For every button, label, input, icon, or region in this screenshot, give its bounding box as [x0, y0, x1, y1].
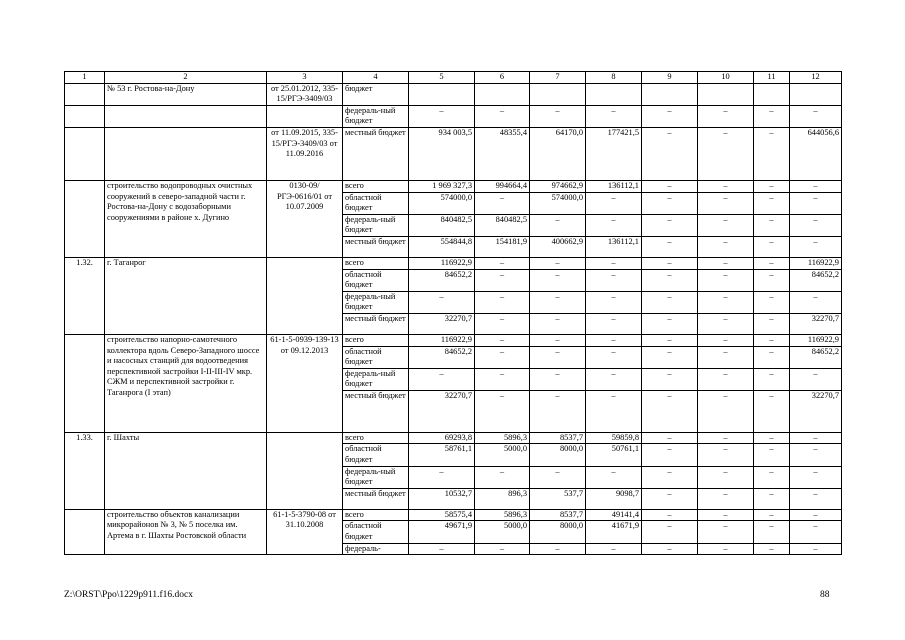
- value-col-12: –: [790, 180, 842, 192]
- value-col-11: –: [754, 257, 790, 269]
- value-col-12: 84652,2: [790, 346, 842, 368]
- object-name: г. Таганрог: [105, 257, 267, 334]
- value-col-6: 48355,4: [475, 127, 530, 180]
- value-col-8: –: [586, 390, 642, 432]
- funding-source: областной бюджет: [343, 346, 409, 368]
- value-col-8: –: [586, 543, 642, 555]
- column-header-1: 1: [65, 72, 105, 84]
- value-col-9: –: [642, 509, 698, 521]
- value-col-9: –: [642, 466, 698, 488]
- value-col-10: –: [698, 214, 754, 236]
- document-ref: от 11.09.2015, 335-15/РГЭ-3409/03 от 11.09.2016: [267, 127, 343, 180]
- budget-table: [64, 71, 842, 555]
- value-col-11: –: [754, 390, 790, 432]
- value-col-10: –: [698, 521, 754, 543]
- value-col-10: –: [698, 543, 754, 555]
- value-col-7: –: [530, 214, 586, 236]
- value-col-11: –: [754, 466, 790, 488]
- document-ref: 61-1-5-3790-08 от 31.10.2008: [267, 509, 343, 554]
- value-col-11: –: [754, 432, 790, 444]
- value-col-8: –: [586, 214, 642, 236]
- value-col-5: 1 969 327,3: [409, 180, 475, 192]
- value-col-11: –: [754, 521, 790, 543]
- object-name: № 53 г. Ростова-на-Дону: [105, 83, 267, 105]
- funding-source: областной бюджет: [343, 269, 409, 291]
- value-col-12: 116922,9: [790, 257, 842, 269]
- table-row: [65, 127, 842, 180]
- value-col-5: 58575,4: [409, 509, 475, 521]
- value-col-12: –: [790, 488, 842, 509]
- value-col-10: –: [698, 180, 754, 192]
- funding-source: всего: [343, 334, 409, 346]
- value-col-8: 50761,1: [586, 444, 642, 466]
- value-col-7: 8537,7: [530, 509, 586, 521]
- value-col-6: 994664,4: [475, 180, 530, 192]
- value-col-8: –: [586, 466, 642, 488]
- value-col-8: 59859,8: [586, 432, 642, 444]
- value-col-10: –: [698, 488, 754, 509]
- document-ref: от 25.01.2012, 335-15/РГЭ-3409/03: [267, 83, 343, 105]
- table-row: [65, 257, 842, 269]
- value-col-7: –: [530, 269, 586, 291]
- value-col-12: –: [790, 543, 842, 555]
- value-col-6: 5000,0: [475, 521, 530, 543]
- value-col-9: –: [642, 543, 698, 555]
- value-col-10: –: [698, 444, 754, 466]
- value-col-12: –: [790, 368, 842, 390]
- table-row: [65, 334, 842, 346]
- value-col-10: –: [698, 390, 754, 432]
- value-col-5: 934 003,5: [409, 127, 475, 180]
- funding-source: всего: [343, 180, 409, 192]
- value-col-6: 5896,3: [475, 509, 530, 521]
- row-number: [65, 334, 105, 432]
- value-col-9: –: [642, 346, 698, 368]
- value-col-8: –: [586, 368, 642, 390]
- value-col-7: –: [530, 334, 586, 346]
- document-ref: 0130-09/РГЭ-0616/01 от 10.07.2009: [267, 180, 343, 257]
- value-col-7: –: [530, 543, 586, 555]
- value-col-10: –: [698, 368, 754, 390]
- value-col-10: –: [698, 466, 754, 488]
- row-number: 1.33.: [65, 432, 105, 509]
- value-col-7: –: [530, 291, 586, 313]
- value-col-5: 840482,5: [409, 214, 475, 236]
- value-col-10: –: [698, 105, 754, 127]
- value-col-6: –: [475, 368, 530, 390]
- value-col-10: –: [698, 192, 754, 214]
- value-col-10: [698, 83, 754, 105]
- value-col-9: –: [642, 192, 698, 214]
- value-col-5: 32270,7: [409, 390, 475, 432]
- value-col-11: –: [754, 543, 790, 555]
- value-col-7: –: [530, 368, 586, 390]
- value-col-5: 10532,7: [409, 488, 475, 509]
- value-col-7: 8000,0: [530, 521, 586, 543]
- value-col-7: 574000,0: [530, 192, 586, 214]
- value-col-12: –: [790, 192, 842, 214]
- value-col-7: 974662,9: [530, 180, 586, 192]
- value-col-9: –: [642, 521, 698, 543]
- column-header-8: 8: [586, 72, 642, 84]
- value-col-11: –: [754, 269, 790, 291]
- column-header-10: 10: [698, 72, 754, 84]
- value-col-10: –: [698, 291, 754, 313]
- value-col-8: –: [586, 313, 642, 334]
- value-col-9: –: [642, 334, 698, 346]
- value-col-5: [409, 83, 475, 105]
- footer-file-path: Z:\ORST\Ppo\1229p911.f16.docx: [64, 590, 193, 600]
- value-col-9: –: [642, 313, 698, 334]
- value-col-11: –: [754, 180, 790, 192]
- row-number: 1.32.: [65, 257, 105, 334]
- row-number: [65, 127, 105, 180]
- funding-source: областной бюджет: [343, 192, 409, 214]
- value-col-8: 9098,7: [586, 488, 642, 509]
- value-col-5: 84652,2: [409, 269, 475, 291]
- object-name: г. Шахты: [105, 432, 267, 509]
- value-col-8: 49141,4: [586, 509, 642, 521]
- document-ref: [267, 105, 343, 127]
- value-col-9: –: [642, 291, 698, 313]
- column-header-6: 6: [475, 72, 530, 84]
- funding-source: местный бюджет: [343, 488, 409, 509]
- value-col-6: 5000,0: [475, 444, 530, 466]
- value-col-12: –: [790, 105, 842, 127]
- funding-source: федераль-ный бюджет: [343, 214, 409, 236]
- value-col-5: 554844,8: [409, 236, 475, 257]
- value-col-6: –: [475, 334, 530, 346]
- object-name: [105, 105, 267, 127]
- value-col-12: –: [790, 509, 842, 521]
- document-ref: 61-1-5-0939-139-13 от 09.12.2013: [267, 334, 343, 432]
- value-col-7: 8000,0: [530, 444, 586, 466]
- funding-source: местный бюджет: [343, 127, 409, 180]
- value-col-6: –: [475, 390, 530, 432]
- value-col-6: –: [475, 543, 530, 555]
- value-col-8: –: [586, 105, 642, 127]
- funding-source: областной бюджет: [343, 444, 409, 466]
- funding-source: федераль-ный бюджет: [343, 368, 409, 390]
- value-col-11: –: [754, 192, 790, 214]
- column-header-12: 12: [790, 72, 842, 84]
- value-col-5: –: [409, 466, 475, 488]
- funding-source: федераль-ный бюджет: [343, 105, 409, 127]
- value-col-11: –: [754, 214, 790, 236]
- value-col-6: 840482,5: [475, 214, 530, 236]
- column-header-4: 4: [343, 72, 409, 84]
- value-col-6: –: [475, 466, 530, 488]
- value-col-11: –: [754, 334, 790, 346]
- value-col-6: [475, 83, 530, 105]
- value-col-9: –: [642, 105, 698, 127]
- value-col-5: 49671,9: [409, 521, 475, 543]
- value-col-7: [530, 83, 586, 105]
- value-col-7: –: [530, 105, 586, 127]
- value-col-12: –: [790, 236, 842, 257]
- value-col-12: 32270,7: [790, 313, 842, 334]
- value-col-10: –: [698, 509, 754, 521]
- value-col-8: –: [586, 257, 642, 269]
- value-col-9: –: [642, 257, 698, 269]
- value-col-11: [754, 83, 790, 105]
- value-col-9: –: [642, 127, 698, 180]
- funding-source: бюджет: [343, 83, 409, 105]
- value-col-5: –: [409, 368, 475, 390]
- value-col-6: –: [475, 105, 530, 127]
- row-number: [65, 509, 105, 554]
- value-col-12: [790, 83, 842, 105]
- value-col-8: –: [586, 192, 642, 214]
- value-col-6: –: [475, 257, 530, 269]
- value-col-9: –: [642, 488, 698, 509]
- value-col-9: –: [642, 236, 698, 257]
- funding-source: федераль-ный бюджет: [343, 291, 409, 313]
- value-col-12: –: [790, 444, 842, 466]
- footer-page-number: 88: [820, 590, 830, 600]
- value-col-8: –: [586, 291, 642, 313]
- value-col-12: 84652,2: [790, 269, 842, 291]
- column-header-5: 5: [409, 72, 475, 84]
- value-col-8: –: [586, 269, 642, 291]
- value-col-5: 574000,0: [409, 192, 475, 214]
- funding-source: местный бюджет: [343, 390, 409, 432]
- table-row: [65, 180, 842, 192]
- value-col-10: –: [698, 236, 754, 257]
- value-col-11: –: [754, 291, 790, 313]
- value-col-6: –: [475, 269, 530, 291]
- value-col-11: –: [754, 444, 790, 466]
- row-number: [65, 180, 105, 257]
- value-col-5: 32270,7: [409, 313, 475, 334]
- value-col-5: –: [409, 543, 475, 555]
- value-col-7: –: [530, 466, 586, 488]
- value-col-8: 41671,9: [586, 521, 642, 543]
- value-col-9: [642, 83, 698, 105]
- value-col-11: –: [754, 509, 790, 521]
- value-col-5: 58761,1: [409, 444, 475, 466]
- value-col-7: 400662,9: [530, 236, 586, 257]
- value-col-7: 537,7: [530, 488, 586, 509]
- value-col-6: 896,3: [475, 488, 530, 509]
- value-col-8: –: [586, 334, 642, 346]
- value-col-11: –: [754, 105, 790, 127]
- value-col-9: –: [642, 368, 698, 390]
- value-col-8: –: [586, 346, 642, 368]
- value-col-7: 8537,7: [530, 432, 586, 444]
- value-col-10: –: [698, 334, 754, 346]
- funding-source: областной бюджет: [343, 521, 409, 543]
- value-col-5: 69293,8: [409, 432, 475, 444]
- table-row: [65, 432, 842, 444]
- value-col-10: –: [698, 432, 754, 444]
- value-col-7: 64170,0: [530, 127, 586, 180]
- value-col-11: –: [754, 346, 790, 368]
- document-ref: [267, 432, 343, 509]
- value-col-5: 116922,9: [409, 257, 475, 269]
- column-header-7: 7: [530, 72, 586, 84]
- table-body: [65, 83, 842, 555]
- table-row: [65, 83, 842, 105]
- value-col-12: –: [790, 466, 842, 488]
- value-col-10: –: [698, 346, 754, 368]
- column-header-2: 2: [105, 72, 267, 84]
- value-col-9: –: [642, 269, 698, 291]
- value-col-12: –: [790, 521, 842, 543]
- object-name: строительство водопроводных очистных сооружений в северо-западной части г. Ростова-на-Дону с водозаборными сооружениями в районе х. Дугино: [105, 180, 267, 257]
- value-col-11: –: [754, 313, 790, 334]
- value-col-7: –: [530, 257, 586, 269]
- value-col-9: –: [642, 444, 698, 466]
- value-col-6: –: [475, 346, 530, 368]
- value-col-12: 32270,7: [790, 390, 842, 432]
- value-col-12: 116922,9: [790, 334, 842, 346]
- object-name: строительство объектов канализации микрорайонов № 3, № 5 поселка им. Артема в г. Шахты Ростовской области: [105, 509, 267, 554]
- value-col-8: [586, 83, 642, 105]
- value-col-8: 177421,5: [586, 127, 642, 180]
- column-header-row: [65, 72, 842, 84]
- value-col-6: 154181,9: [475, 236, 530, 257]
- document-ref: [267, 257, 343, 334]
- value-col-5: –: [409, 105, 475, 127]
- value-col-7: –: [530, 346, 586, 368]
- value-col-12: –: [790, 432, 842, 444]
- funding-source: всего: [343, 509, 409, 521]
- value-col-8: 136112,1: [586, 236, 642, 257]
- value-col-7: –: [530, 313, 586, 334]
- value-col-5: –: [409, 291, 475, 313]
- value-col-8: 136112,1: [586, 180, 642, 192]
- value-col-7: –: [530, 390, 586, 432]
- value-col-11: –: [754, 127, 790, 180]
- value-col-11: –: [754, 236, 790, 257]
- row-number: [65, 83, 105, 105]
- value-col-10: –: [698, 127, 754, 180]
- table-row: [65, 509, 842, 521]
- value-col-10: –: [698, 313, 754, 334]
- value-col-12: –: [790, 214, 842, 236]
- value-col-9: –: [642, 390, 698, 432]
- funding-source: местный бюджет: [343, 236, 409, 257]
- column-header-11: 11: [754, 72, 790, 84]
- funding-source: всего: [343, 432, 409, 444]
- column-header-3: 3: [267, 72, 343, 84]
- value-col-12: 644056,6: [790, 127, 842, 180]
- funding-source: федераль-: [343, 543, 409, 555]
- value-col-12: –: [790, 291, 842, 313]
- value-col-9: –: [642, 432, 698, 444]
- value-col-9: –: [642, 214, 698, 236]
- value-col-5: 84652,2: [409, 346, 475, 368]
- object-name: строительство напорно-самотечного коллектора вдоль Северо-Западного шоссе и насосных станций для водоотведения перспективной застройки I-II-III-IV мкр. СЖМ и перспективной застройки г. Таганрога (I этап): [105, 334, 267, 432]
- value-col-6: –: [475, 291, 530, 313]
- funding-source: всего: [343, 257, 409, 269]
- object-name: [105, 127, 267, 180]
- value-col-6: –: [475, 192, 530, 214]
- column-header-9: 9: [642, 72, 698, 84]
- table-row: [65, 105, 842, 127]
- value-col-6: 5896,3: [475, 432, 530, 444]
- value-col-9: –: [642, 180, 698, 192]
- funding-source: местный бюджет: [343, 313, 409, 334]
- value-col-6: –: [475, 313, 530, 334]
- row-number: [65, 105, 105, 127]
- value-col-11: –: [754, 368, 790, 390]
- value-col-10: –: [698, 269, 754, 291]
- value-col-11: –: [754, 488, 790, 509]
- funding-source: федераль-ный бюджет: [343, 466, 409, 488]
- value-col-5: 116922,9: [409, 334, 475, 346]
- value-col-10: –: [698, 257, 754, 269]
